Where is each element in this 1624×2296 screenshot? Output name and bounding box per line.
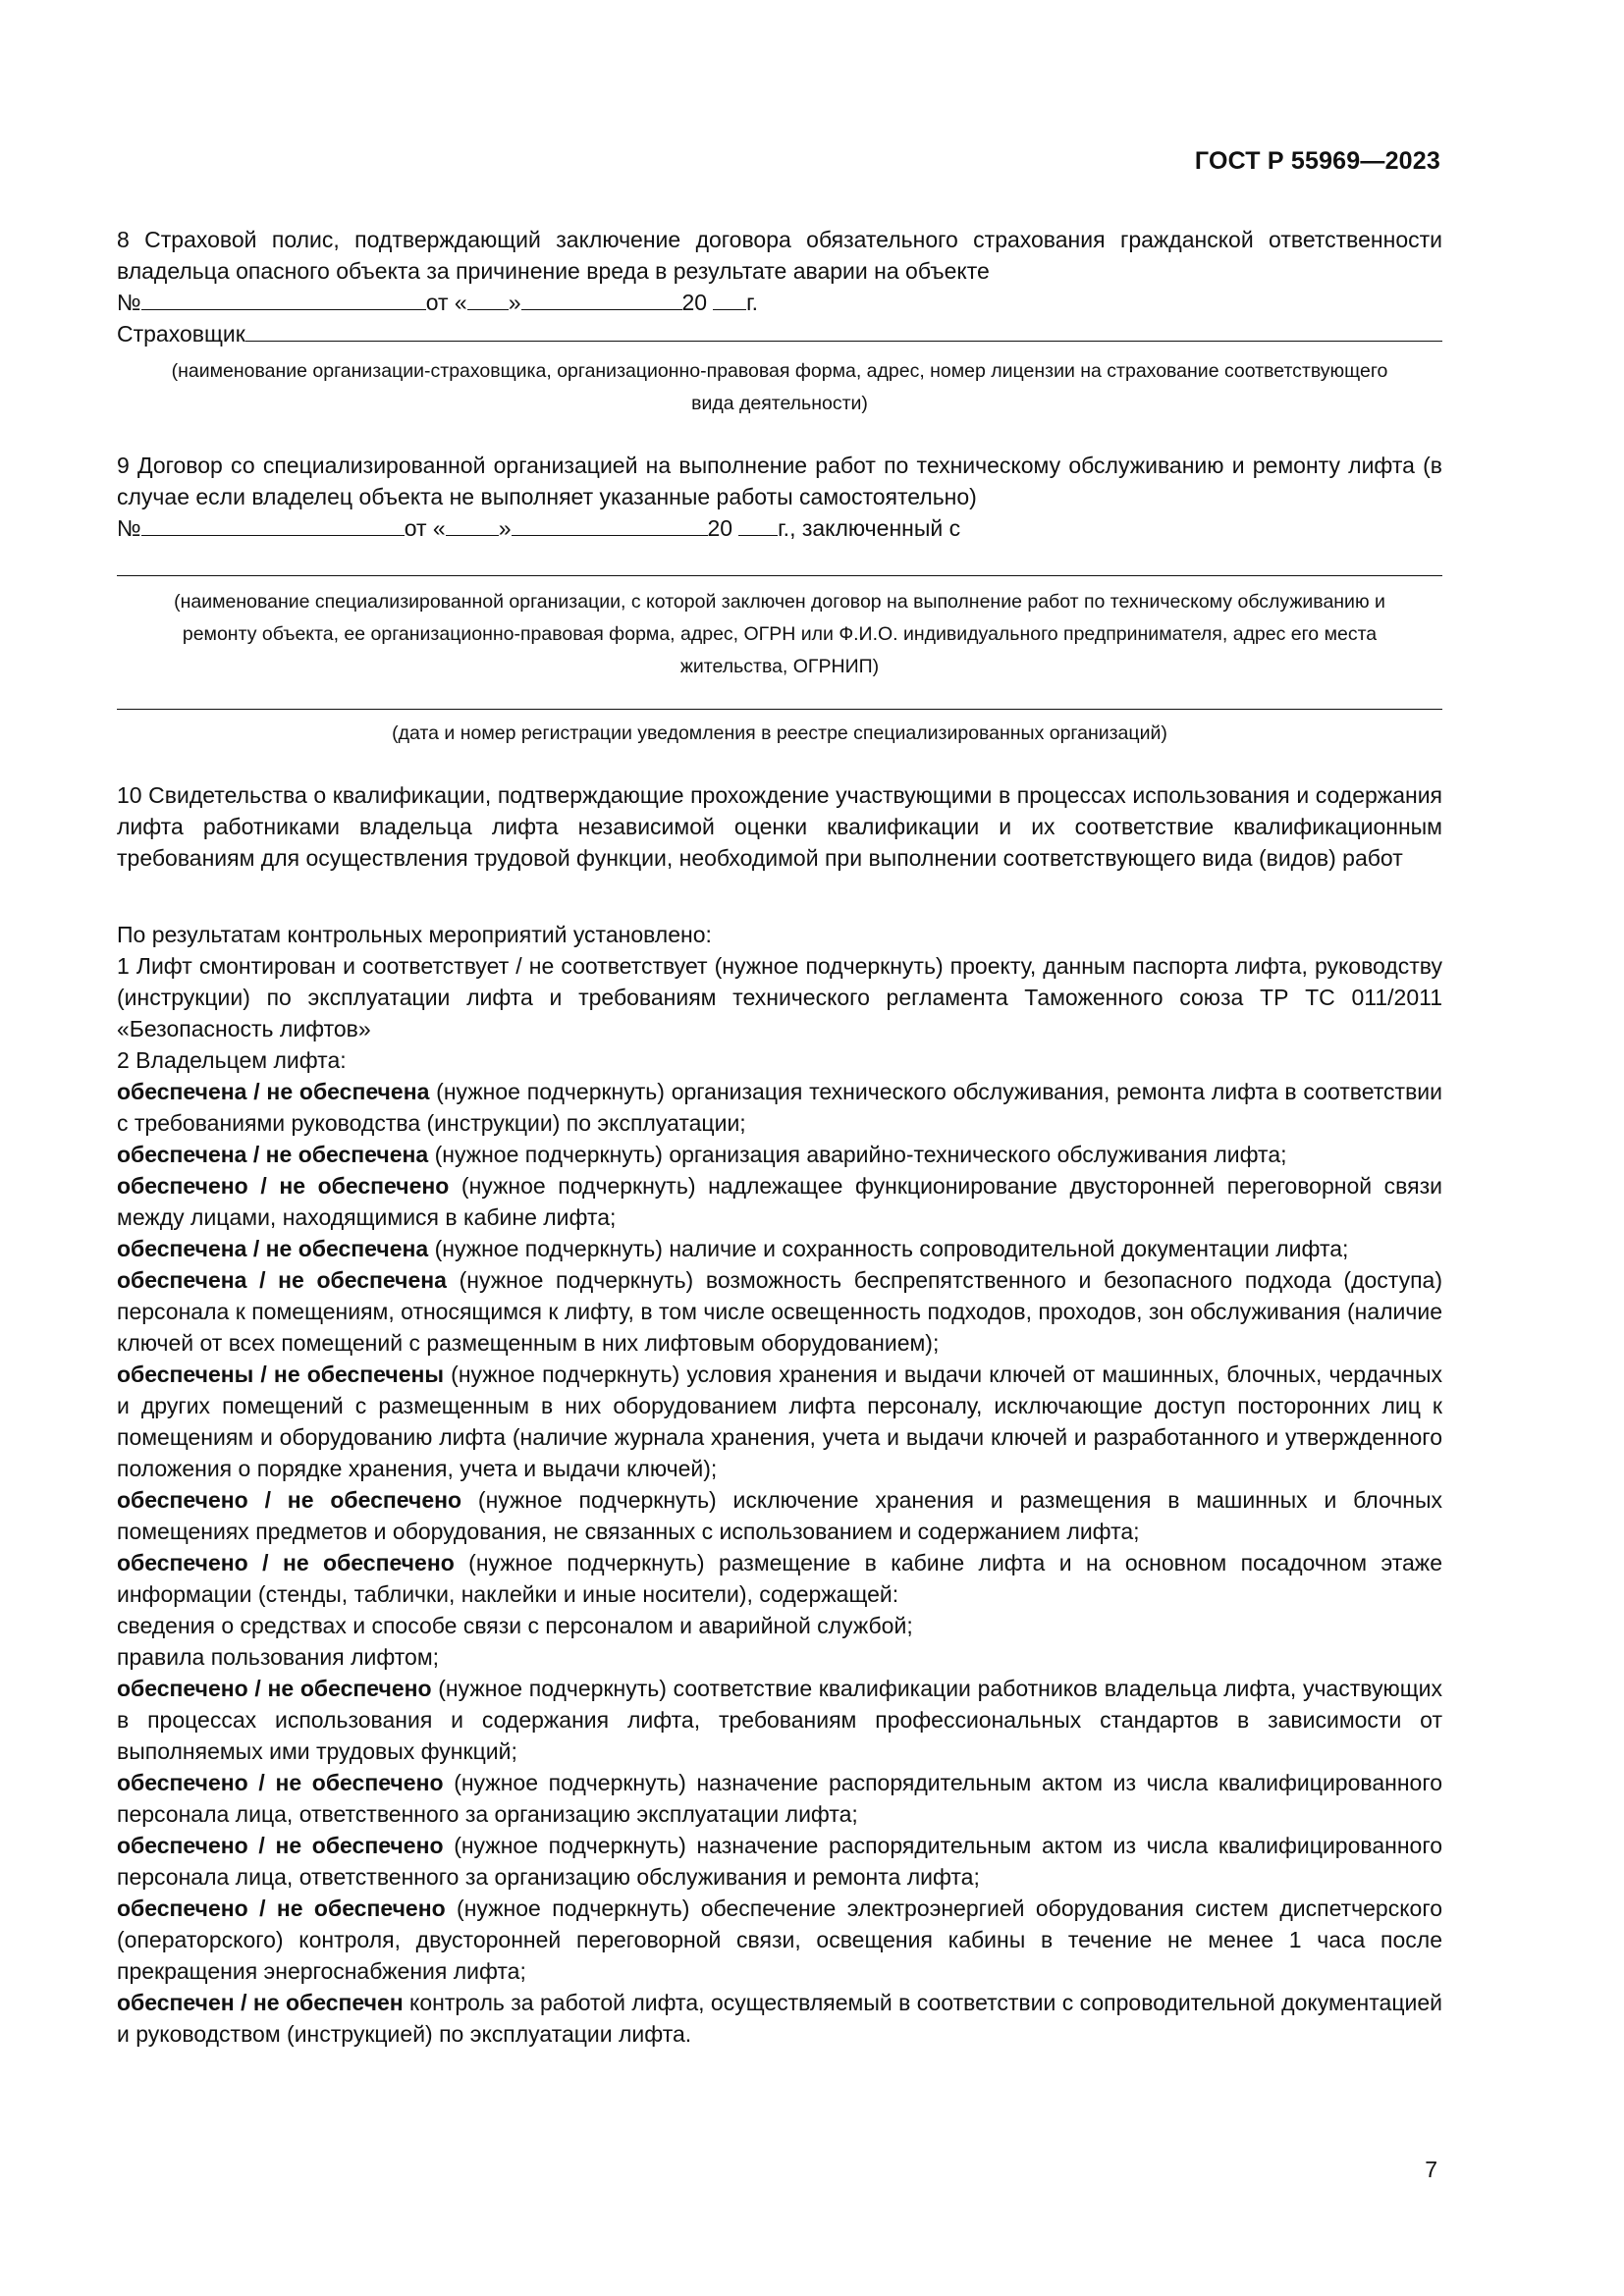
clause-text: (нужное подчеркнуть) исключение хранения и размещения в машинных и блочных помещениях предметов и оборудования, не связанных с использованием и содержанием лифта; bbox=[117, 1487, 1442, 1544]
clause-3 bbox=[117, 1170, 1442, 1233]
clause-text: (нужное подчеркнуть) назначение распорядительным актом из числа квалифицированного персонала лица, ответственного за организацию эксплуатации лифта; bbox=[117, 1770, 1442, 1827]
clause-status: обеспечено / не обеспечено bbox=[117, 1487, 462, 1513]
clause-1 bbox=[117, 1076, 1442, 1139]
item-9-text: 9 Договор со специализированной организацией на выполнение работ по техническому обслуживанию и ремонту лифта (в случае если владелец объекта не выполняет указанные работы самостоятельно) bbox=[117, 453, 1442, 509]
item-10-text: 10 Свидетельства о квалификации, подтверждающие прохождение участвующими в процессах использования и содержания лифта работниками владельца лифта независимой оценки квалификации и их соответствие квалификационным требованиям для осуществления трудовой функции, необходимой при выполнении соответствующего вида (видов) работ bbox=[117, 782, 1442, 871]
year-suffix: г., заключенный с bbox=[778, 515, 961, 541]
clause-text: (нужное подчеркнуть) возможность беспрепятственного и безопасного подхода (доступа) персонала к помещениям, относящимся к лифту, в том числе освещенность подходов, проходов, зон обслуживания (наличие ключей от всех помещений с размещенным в них лифтовым оборудованием); bbox=[117, 1267, 1442, 1356]
year-blank[interactable] bbox=[738, 513, 778, 536]
clause-text: (нужное подчеркнуть) наличие и сохранность сопроводительной документации лифта; bbox=[428, 1236, 1349, 1261]
clause-status: обеспечена / не обеспечена bbox=[117, 1142, 429, 1167]
insurer-caption: (наименование организации-страховщика, организационно-правовая форма, адрес, номер лицензии на страхование соответствующего вида деятельности) bbox=[171, 360, 1388, 414]
info-item-2: правила пользования лифтом; bbox=[117, 1644, 440, 1670]
results-intro: По результатам контрольных мероприятий установлено: bbox=[117, 922, 712, 947]
clause-status: обеспечено / не обеспечено bbox=[117, 1833, 444, 1858]
item-8-number-line bbox=[117, 287, 1442, 318]
document-body bbox=[117, 224, 1442, 2050]
org-caption: (наименование специализированной организации, с которой заключен договор на выполнение работ по техническому обслуживанию и ремонту объекта, ее организационно-правовая форма, адрес, ОГРН или Ф.И.О. индивидуального предпринимателя, адрес его места жительства, ОГРНИП) bbox=[174, 591, 1385, 677]
insurer-line bbox=[117, 318, 1442, 349]
clause-8 bbox=[117, 1547, 1442, 1610]
clause-status: обеспечена / не обеспечена bbox=[117, 1079, 430, 1104]
info-item-1: сведения о средствах и способе связи с персоналом и аварийной службой; bbox=[117, 1613, 913, 1638]
number-blank[interactable] bbox=[141, 513, 405, 536]
clause-text: (нужное подчеркнуть) надлежащее функционирование двусторонней переговорной связи между лицами, находящимися в кабине лифта; bbox=[117, 1173, 1442, 1230]
page-number: 7 bbox=[1425, 2157, 1437, 2182]
clause-status: обеспечено / не обеспечено bbox=[117, 1896, 446, 1921]
clause-text: (нужное подчеркнуть) размещение в кабине лифта и на основном посадочном этаже информации (стенды, таблички, наклейки и иные носители), содержащей: bbox=[117, 1550, 1442, 1607]
clause-status: обеспечено / не обеспечено bbox=[117, 1676, 432, 1701]
year-label: 20 bbox=[681, 290, 708, 315]
day-blank[interactable] bbox=[467, 288, 509, 310]
year-suffix: г. bbox=[746, 290, 759, 315]
clause-text: (нужное подчеркнуть) организация технического обслуживания, ремонта лифта в соответствии с требованиями руководства (инструкции) по эксплуатации; bbox=[117, 1079, 1442, 1136]
month-blank[interactable] bbox=[521, 288, 682, 310]
item-9-number-line bbox=[117, 512, 1442, 544]
clause-10 bbox=[117, 1767, 1442, 1830]
clause-status: обеспечено / не обеспечено bbox=[117, 1770, 444, 1795]
org-name-blank[interactable] bbox=[117, 554, 1442, 576]
number-blank[interactable] bbox=[141, 288, 426, 310]
from-label: от « bbox=[404, 515, 446, 541]
number-label: № bbox=[117, 290, 141, 315]
quote-close: » bbox=[508, 290, 521, 315]
clause-6 bbox=[117, 1359, 1442, 1484]
clause-4 bbox=[117, 1233, 1442, 1264]
item-8-text: 8 Страховой полис, подтверждающий заключение договора обязательного страхования гражданской ответственности владельца опасного объекта за причинение вреда в результате аварии на объекте bbox=[117, 227, 1442, 284]
insurer-blank[interactable] bbox=[245, 319, 1442, 342]
registry-caption: (дата и номер регистрации уведомления в реестре специализированных организаций) bbox=[392, 722, 1167, 744]
insurer-label: Страховщик bbox=[117, 321, 245, 347]
quote-close: » bbox=[498, 515, 512, 541]
result-2: 2 Владельцем лифта: bbox=[117, 1047, 347, 1073]
clause-text: (нужное подчеркнуть) условия хранения и выдачи ключей от машинных, блочных, чердачных и других помещений с размещенным в них оборудованием лифта персоналу, исключающие доступ посторонних лиц к помещениям и оборудованию лифта (наличие журнала хранения, учета и выдачи ключей и разработанного и утвержденного положения о порядке хранения, учета и выдачи ключей); bbox=[117, 1362, 1442, 1481]
clause-status: обеспечены / не обеспечены bbox=[117, 1362, 445, 1387]
clause-text: контроль за работой лифта, осуществляемый в соответствии с сопроводительной документацией и руководством (инструкцией) по эксплуатации лифта. bbox=[117, 1990, 1442, 2047]
from-label: от « bbox=[425, 290, 467, 315]
clause-status: обеспечен / не обеспечен bbox=[117, 1990, 404, 2015]
clause-text: (нужное подчеркнуть) соответствие квалификации работников владельца лифта, участвующих в процессах использования и содержания лифта, требованиям профессиональных стандартов в зависимости от выполняемых ими трудовых функций; bbox=[117, 1676, 1442, 1764]
result-1: 1 Лифт смонтирован и соответствует / не соответствует (нужное подчеркнуть) проекту, данным паспорта лифта, руководству (инструкции) по эксплуатации лифта и требованиям технического регламента Таможенного союза ТР ТС 011/2011 «Безопасность лифтов» bbox=[117, 953, 1442, 1041]
clause-status: обеспечено / не обеспечено bbox=[117, 1173, 450, 1199]
clause-13 bbox=[117, 1987, 1442, 2050]
clause-9 bbox=[117, 1673, 1442, 1767]
month-blank[interactable] bbox=[512, 513, 708, 536]
number-label: № bbox=[117, 515, 141, 541]
clause-7 bbox=[117, 1484, 1442, 1547]
clause-11 bbox=[117, 1830, 1442, 1893]
clause-status: обеспечена / не обеспечена bbox=[117, 1267, 447, 1293]
clause-text: (нужное подчеркнуть) назначение распорядительным актом из числа квалифицированного персонала лица, ответственного за организацию обслуживания и ремонта лифта; bbox=[117, 1833, 1442, 1890]
clause-text: (нужное подчеркнуть) обеспечение электроэнергией оборудования систем диспетчерского (операторского) контроля, двусторонней переговорной связи, освещения кабины в течение не менее 1 часа после прекращения энергоснабжения лифта; bbox=[117, 1896, 1442, 1984]
clause-5 bbox=[117, 1264, 1442, 1359]
clause-2 bbox=[117, 1139, 1442, 1170]
clause-12 bbox=[117, 1893, 1442, 1987]
clause-text: (нужное подчеркнуть) организация аварийно-технического обслуживания лифта; bbox=[428, 1142, 1287, 1167]
year-label: 20 bbox=[707, 515, 733, 541]
year-blank[interactable] bbox=[713, 288, 746, 310]
clause-status: обеспечена / не обеспечена bbox=[117, 1236, 429, 1261]
document-standard-header: ГОСТ Р 55969—2023 bbox=[1194, 147, 1440, 175]
registry-blank[interactable] bbox=[117, 687, 1442, 710]
clause-status: обеспечено / не обеспечено bbox=[117, 1550, 455, 1575]
day-blank[interactable] bbox=[446, 513, 499, 536]
